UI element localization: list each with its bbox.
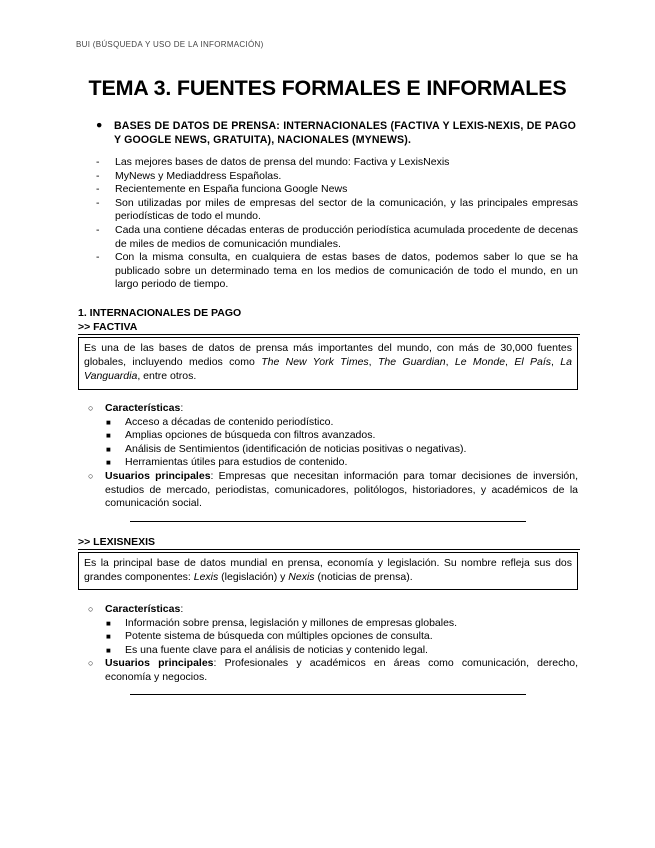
square-bullet-icon: ■: [106, 645, 111, 655]
square-bullet-icon: ■: [106, 444, 111, 454]
section-title: 1. INTERNACIONALES DE PAGO: [78, 307, 242, 319]
list-item: ■ Análisis de Sentimientos (identificación de noticias positivas o negativas).: [106, 442, 467, 455]
lexisnexis-description-box: Es la principal base de datos mundial en prensa, economía y legislación. Su nombre refleja sus dos grandes componentes: Lexis (legislación) y Nexis (noticias de prensa).: [78, 552, 578, 590]
list-item: ■ Información sobre prensa, legislación y millones de empresas globales.: [106, 616, 458, 629]
circle-bullet-icon: ○: [88, 658, 94, 669]
circle-bullet-icon: ○: [88, 604, 94, 614]
lexisnexis-heading-rule: [78, 549, 580, 550]
separator-line: [130, 521, 526, 522]
list-item: - Son utilizadas por miles de empresas del sector de la comunicación, y las principales empresas periodísticas de todo el mundo.: [96, 196, 578, 223]
list-item: ■ Potente sistema de búsqueda con múltiples opciones de consulta.: [106, 630, 433, 643]
dash-icon: -: [96, 196, 100, 209]
list-item: ■ Es una fuente clave para el análisis de noticias y contenido legal.: [106, 643, 428, 656]
square-bullet-icon: ■: [106, 431, 111, 441]
page-title: TEMA 3. FUENTES FORMALES E INFORMALES: [88, 76, 567, 100]
dash-icon: -: [96, 169, 100, 182]
list-item: ■ Acceso a décadas de contenido periodístico.: [106, 415, 334, 428]
list-item: ○ Usuarios principales: Empresas que necesitan información para tomar decisiones de inversión, estudios de mercado, periodistas, comunicadores, politólogos, historiadores, y académicos de la comunicación social.: [88, 469, 579, 510]
list-item: - MyNews y Mediaddress Españolas.: [96, 169, 282, 182]
circle-bullet-icon: ○: [88, 403, 94, 413]
lexisnexis-heading: >> LEXISNEXIS: [78, 536, 156, 548]
bullet-dot-icon: ●: [96, 119, 103, 131]
list-item: - Con la misma consulta, en cualquiera de estas bases de datos, podemos saber lo que se ha publicado sobre un determinado tema en los medios de comunicación de todo el mundo, en un largo periodo de tiempo.: [96, 251, 578, 291]
factiva-heading: >> FACTIVA: [78, 321, 138, 333]
dash-icon: -: [96, 183, 100, 196]
lexisnexis-features: [88, 603, 578, 685]
factiva-heading-rule: [78, 334, 580, 335]
dash-icon: -: [96, 156, 100, 168]
dash-icon: -: [96, 251, 100, 264]
page-header: BUI (BÚSQUEDA Y USO DE LA INFORMACIÓN): [76, 40, 264, 49]
list-item: ○ Características:: [88, 603, 184, 615]
main-bullet-text: BASES DE DATOS DE PRENSA: INTERNACIONALES (FACTIVA Y LEXIS-NEXIS, DE PAGO Y GOOGLE NEWS, GRATUITA), NACIONALES (MYNEWS).: [114, 120, 576, 146]
square-bullet-icon: ■: [106, 632, 111, 642]
list-item: - Las mejores bases de datos de prensa del mundo: Factiva y LexisNexis: [96, 156, 450, 168]
factiva-description-box: Es una de las bases de datos de prensa más importantes del mundo, con más de 30,000 fuentes globales, incluyendo medios como The New York Times, The Guardian, Le Monde, El País, La Vanguardia, entre otros.: [78, 337, 578, 390]
dash-list: [96, 156, 578, 292]
list-item: ○ Usuarios principales: Profesionales y académicos en áreas como comunicación, derecho, economía y negocios.: [88, 657, 578, 683]
list-item: ○ Características:: [88, 402, 184, 414]
circle-bullet-icon: ○: [88, 470, 94, 481]
list-item: ■ Amplias opciones de búsqueda con filtros avanzados.: [106, 429, 376, 442]
list-item: - Cada una contiene décadas enteras de producción periodística acumulada procedente de decenas de miles de medios de comunicación mundiales.: [96, 223, 578, 250]
separator-line: [130, 694, 526, 695]
list-item: ■ Herramientas útiles para estudios de contenido.: [106, 456, 348, 469]
square-bullet-icon: ■: [106, 458, 111, 468]
square-bullet-icon: ■: [106, 618, 111, 628]
factiva-features: [88, 402, 578, 511]
square-bullet-icon: ■: [106, 417, 111, 427]
dash-icon: -: [96, 223, 100, 236]
list-item: - Recientemente en España funciona Google News: [96, 183, 348, 196]
